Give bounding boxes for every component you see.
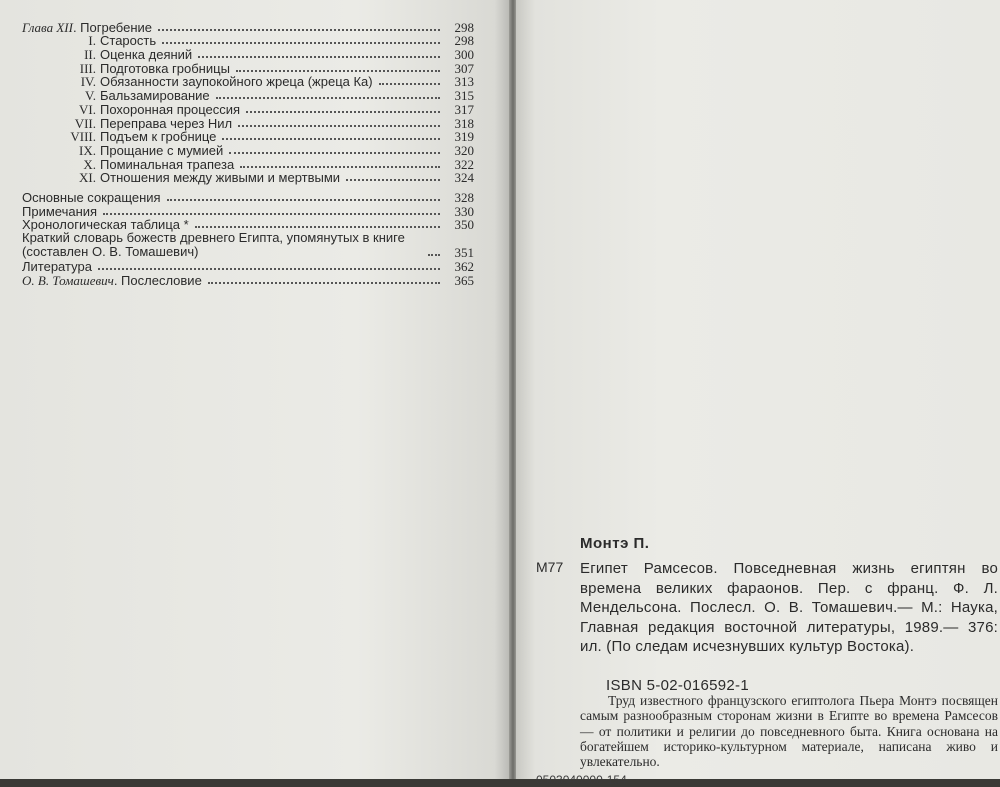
- section-page: 320: [454, 142, 474, 158]
- toc-section-row: [22, 116, 474, 130]
- section-page: 318: [454, 115, 474, 131]
- toc-backmatter-row: [22, 204, 474, 218]
- backmatter-page: 362: [454, 259, 474, 274]
- section-number: V.: [85, 88, 96, 104]
- backmatter-title: Хронологическая таблица *: [22, 217, 189, 233]
- toc-section-row: [22, 157, 474, 171]
- right-page: [516, 0, 1000, 779]
- leader-dots: [379, 82, 440, 85]
- section-page: 322: [454, 156, 474, 172]
- toc-backmatter-row: [22, 231, 474, 259]
- leader-dots: [208, 281, 440, 284]
- chapter-page: 298: [454, 19, 474, 35]
- section-title: Прощание с мумией: [100, 142, 224, 158]
- section-number: IX.: [79, 142, 96, 158]
- card-author: Монтэ П.: [580, 535, 650, 552]
- card-isbn: ISBN 5-02-016592-1: [606, 677, 749, 694]
- backmatter-page: 330: [454, 203, 474, 219]
- backmatter-title: Краткий словарь божеств древнего Египта, упомянутых в книге (составлен О. В. Томашевич): [22, 230, 405, 260]
- backmatter-title: Примечания: [22, 203, 98, 219]
- section-title: Поминальная трапеза: [100, 156, 235, 172]
- section-title: Переправа через Нил: [100, 115, 233, 131]
- afterword-title: . Послесловие: [113, 272, 202, 288]
- section-number: XI.: [79, 170, 96, 186]
- leader-dots: [195, 225, 440, 228]
- section-title: Старость: [100, 33, 157, 49]
- section-number: IV.: [80, 74, 96, 90]
- section-number: VIII.: [70, 129, 96, 145]
- section-page: 298: [454, 33, 474, 49]
- chapter-title: Погребение: [80, 19, 153, 35]
- leader-dots: [103, 212, 440, 215]
- toc-backmatter-row: [22, 259, 474, 273]
- section-page: 307: [454, 60, 474, 76]
- leader-dots: [158, 28, 440, 31]
- toc-section-row: [22, 143, 474, 157]
- toc-section-row: [22, 75, 474, 89]
- section-page: 313: [454, 74, 474, 90]
- leader-dots: [198, 55, 440, 58]
- leader-dots: [229, 151, 440, 154]
- toc-backmatter-row: [22, 218, 474, 232]
- section-page: 300: [454, 47, 474, 63]
- section-title: Бальзамирование: [100, 88, 210, 104]
- section-title: Отношения между живыми и мертвыми: [100, 170, 341, 186]
- section-page: 324: [454, 170, 474, 186]
- card-catalog-number: 0503040000-154: [536, 773, 627, 787]
- section-number: VII.: [74, 115, 96, 131]
- leader-dots: [246, 110, 440, 113]
- section-number: III.: [79, 60, 96, 76]
- backmatter-page: 350: [454, 217, 474, 233]
- leader-dots: [346, 178, 440, 181]
- toc-section-row: [22, 88, 474, 102]
- leader-dots: [428, 253, 440, 256]
- section-page: 317: [454, 101, 474, 117]
- backmatter-page: 351: [454, 245, 474, 261]
- section-title: Подготовка гробницы: [100, 60, 230, 76]
- backmatter-title: Основные сокращения: [22, 189, 161, 205]
- card-code: М77: [536, 559, 564, 575]
- card-bibliographic-description: Египет Рамсесов. Повседневная жизнь египтян во времена великих фараонов. Пер. с франц. Ф. Л. Мендельсона. Послесл. О. В. Томашевич.— М.: Наука, Главная редакция восточной литературы, 1989.— 376: ил. (По следам исчезнувших культур Востока).: [580, 560, 998, 655]
- section-number: II.: [84, 47, 96, 63]
- section-number: I.: [88, 33, 96, 49]
- section-title: Оценка деяний: [100, 47, 193, 63]
- section-title: Похоронная процессия: [100, 101, 241, 117]
- card-annotation: Труд известного французского египтолога Пьера Монтэ посвящен самым разнообразным сторонам жизни в Египте во времена Рамсесов — от политики и религии до повседневного быта. Книга основана на богатейшем историко-культурном материале, написана живо и увлекательно.: [580, 693, 998, 770]
- toc-chapter-row: Глава XII. Погребение 298: [22, 19, 474, 35]
- leader-dots: [162, 41, 440, 44]
- chapter-label: Глава XII: [22, 19, 73, 35]
- section-number: X.: [83, 156, 96, 172]
- leader-dots: [238, 124, 440, 127]
- toc-section-row: [22, 47, 474, 61]
- section-title: Подъем к гробнице: [100, 129, 217, 145]
- toc-afterword-row: [22, 273, 474, 287]
- leader-dots: [222, 137, 440, 140]
- table-of-contents: [22, 20, 474, 287]
- leader-dots: [240, 165, 440, 168]
- toc-section-row: [22, 34, 474, 48]
- backmatter-title: Литература: [22, 259, 92, 274]
- leader-dots: [216, 96, 440, 99]
- section-title: Обязанности заупокойного жреца (жреца Ка): [100, 74, 373, 90]
- toc-backmatter-row: [22, 190, 474, 204]
- leader-dots: [98, 267, 440, 270]
- toc-section-row: [22, 171, 474, 185]
- toc-section-row: [22, 61, 474, 75]
- section-page: 315: [454, 88, 474, 104]
- backmatter-page: 328: [454, 189, 474, 205]
- afterword-author: О. В. Томашевич: [22, 272, 114, 288]
- toc-section-row: [22, 102, 474, 116]
- toc-section-row: [22, 130, 474, 144]
- leader-dots: [167, 198, 440, 201]
- leader-dots: [236, 69, 440, 72]
- afterword-page: 365: [454, 272, 474, 288]
- section-page: 319: [454, 129, 474, 145]
- section-number: VI.: [79, 101, 96, 117]
